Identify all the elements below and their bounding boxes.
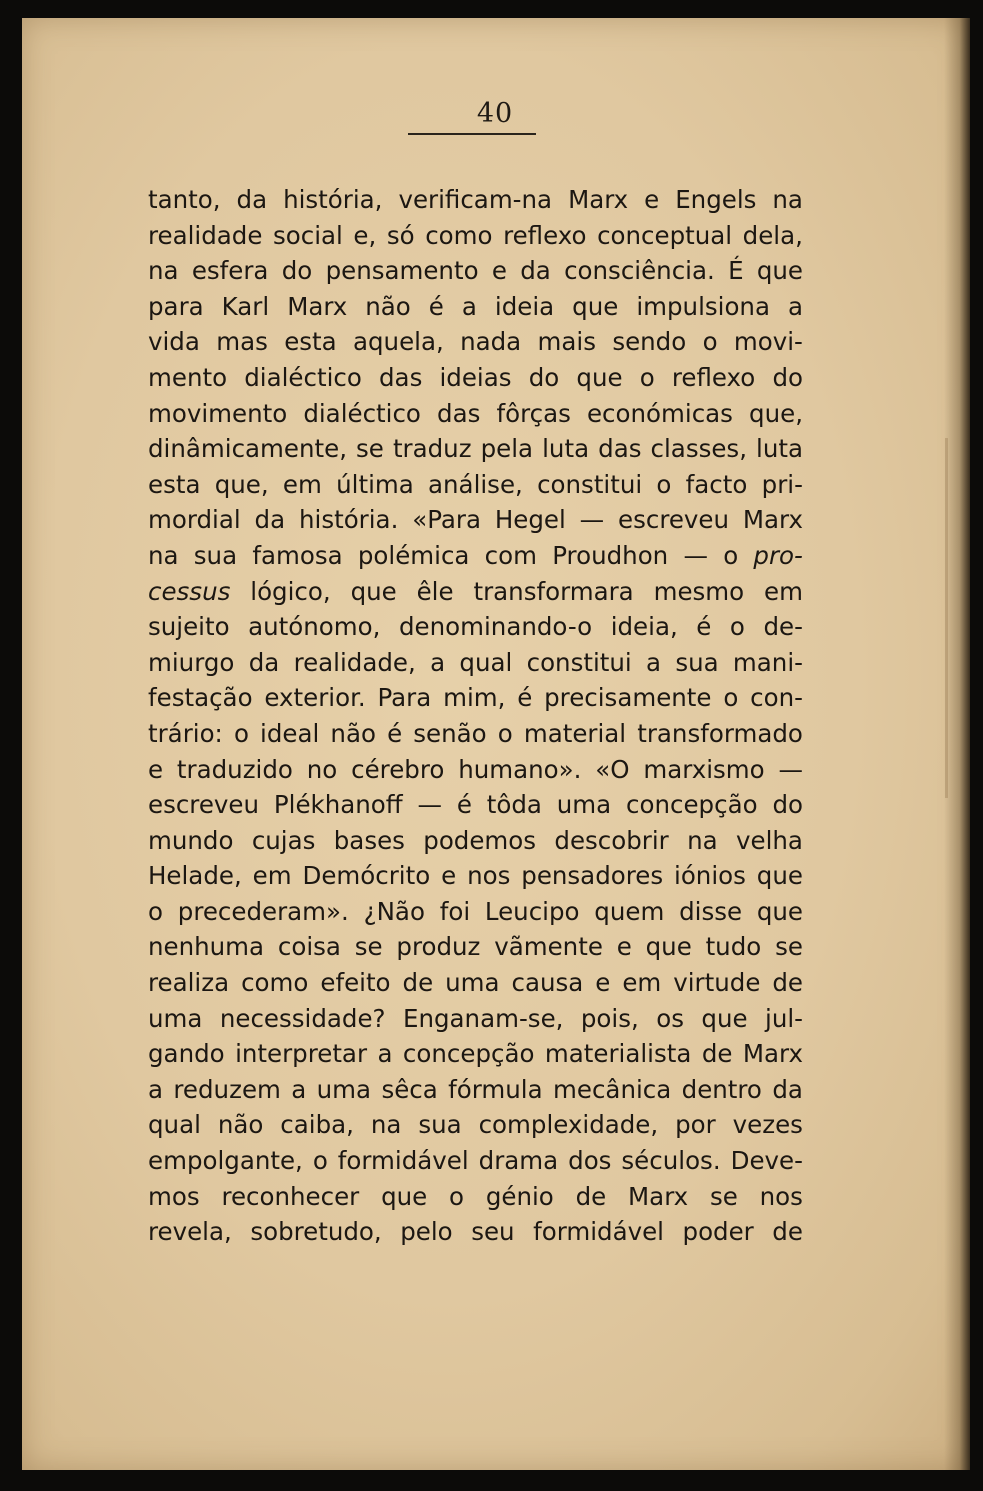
- text-line: empolgante, o formidável drama dos séculos. Deve-: [148, 1146, 803, 1176]
- page-number: 40: [476, 98, 514, 129]
- text-line: realiza como efeito de uma causa e em virtude de: [148, 968, 803, 998]
- text-line: mos reconhecer que o génio de Marx se nos: [148, 1181, 803, 1211]
- text-line: qual não caiba, na sua complexidade, por vezes: [148, 1110, 803, 1140]
- text-line: a reduzem a uma sêca fórmula mecânica dentro da: [148, 1074, 803, 1104]
- text-line: mundo cujas bases podemos descobrir na velha: [148, 825, 803, 855]
- text-line: movimento dialéctico das fôrças económicas que,: [148, 398, 803, 428]
- text-line: revela, sobretudo, pelo seu formidável poder de: [148, 1217, 803, 1247]
- text-line: na sua famosa polémica com Proudhon — o pro-: [148, 540, 803, 570]
- text-line: realidade social e, só como reflexo conceptual dela,: [148, 220, 803, 250]
- text-line: na esfera do pensamento e da consciência. É que: [148, 256, 803, 286]
- page-crease: [945, 438, 948, 798]
- text-line: Helade, em Demócrito e nos pensadores iónios que: [148, 861, 803, 891]
- text-line: o precederam». ¿Não foi Leucipo quem disse que: [148, 896, 803, 926]
- text-line: vida mas esta aquela, nada mais sendo o movi-: [148, 327, 803, 357]
- text-line: esta que, em última análise, constitui o facto pri-: [148, 469, 803, 499]
- text-line: para Karl Marx não é a ideia que impulsiona a: [148, 291, 803, 321]
- text-line: sujeito autónomo, denominando-o ideia, é o de-: [148, 612, 803, 642]
- text-line: tanto, da história, verificam-na Marx e Engels na: [148, 185, 803, 214]
- text-line: uma necessidade? Enganam-se, pois, os que jul-: [148, 1003, 803, 1033]
- text-line: festação exterior. Para mim, é precisamente o con-: [148, 683, 803, 713]
- text-line: escreveu Plékhanoff — é tôda uma concepção do: [148, 790, 803, 820]
- text-line: mento dialéctico das ideias do que o reflexo do: [148, 362, 803, 392]
- header-rule: [408, 133, 536, 135]
- text-line: dinâmicamente, se traduz pela luta das classes, luta: [148, 434, 803, 464]
- text-line: miurgo da realidade, a qual constitui a sua mani-: [148, 647, 803, 677]
- text-line: trário: o ideal não é senão o material transformado: [148, 718, 803, 748]
- text-line: gando interpretar a concepção materialista de Marx: [148, 1039, 803, 1069]
- text-line: cessus lógico, que êle transformara mesmo em: [148, 576, 803, 606]
- text-line: e traduzido no cérebro humano». «O marxismo —: [148, 754, 803, 784]
- text-line: mordial da história. «Para Hegel — escreveu Marx: [148, 505, 803, 535]
- body-text: [148, 185, 803, 1253]
- text-line: nenhuma coisa se produz vãmente e que tudo se: [148, 932, 803, 962]
